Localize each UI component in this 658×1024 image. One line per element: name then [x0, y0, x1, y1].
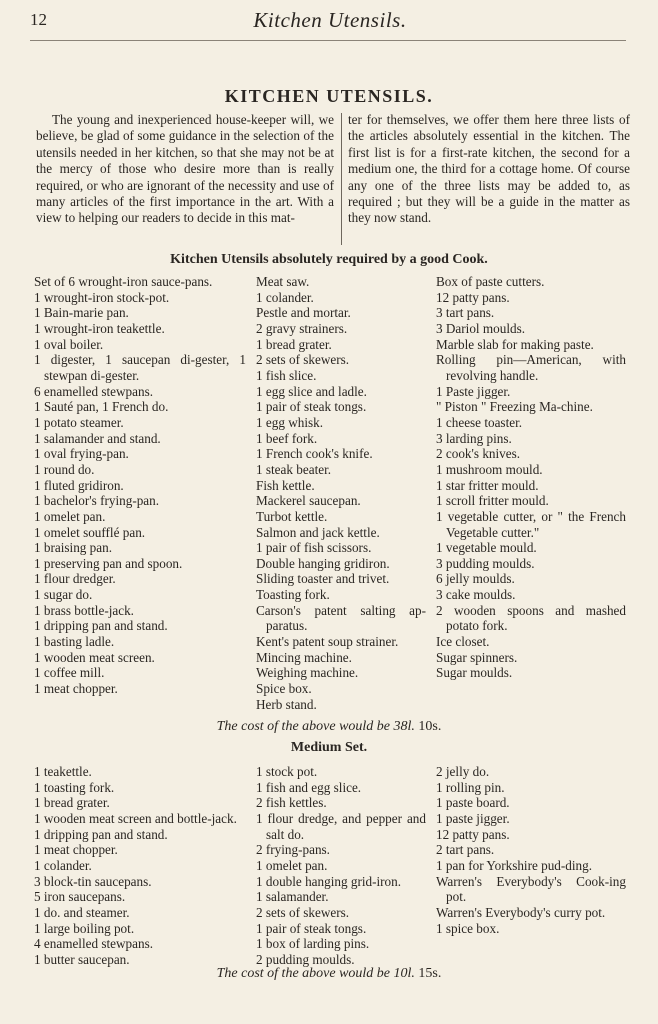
list-item: Marble slab for making paste. — [436, 336, 594, 352]
list-item: 1 flour dredge, and pepper and salt do. — [256, 810, 426, 842]
list-item: 1 fluted gridiron. — [34, 477, 124, 493]
running-title: Kitchen Utensils. — [253, 8, 407, 32]
cost-text: The cost of the above would be 10l. — [216, 966, 415, 981]
intro-right-column: ter for themselves, we offer them here three lists of the articles absolutely essential in the kitchen. The first list is for a first-rate kitchen, the second for a medium one, the third for a cottage home. Of course any one of the three lists may be added to, as required ; but they will be a guide in the matter as they now stand. — [348, 112, 630, 226]
list-item: 1 omelet pan. — [256, 857, 328, 873]
list-item: 6 enamelled stewpans. — [34, 383, 154, 399]
header-rule — [30, 40, 626, 41]
list-item: 1 potato steamer. — [34, 414, 124, 430]
list-item: 1 wooden meat screen. — [34, 649, 155, 665]
list-item: 1 oval frying-pan. — [34, 446, 129, 462]
list-column-3 — [436, 274, 626, 681]
list-item: 1 omelet soufflé pan. — [34, 524, 146, 540]
list-item: 1 Paste jigger. — [436, 383, 511, 399]
list-item: Toasting fork. — [256, 587, 330, 603]
list-item: Sugar spinners. — [436, 649, 518, 665]
list-item: 1 flour dredger. — [34, 571, 116, 587]
list-item: 1 coffee mill. — [34, 665, 105, 681]
list-item: 1 stock pot. — [256, 764, 318, 779]
list-item: Double hanging gridiron. — [256, 555, 390, 571]
list-item: 1 basting ladle. — [34, 634, 115, 650]
list-item: 1 scroll fritter mould. — [436, 493, 549, 509]
list-item: 1 butter saucepan. — [34, 951, 130, 967]
list-item: 3 larding pins. — [436, 430, 512, 446]
list-item: 2 jelly do. — [436, 764, 490, 779]
list-item: 1 paste jigger. — [436, 810, 510, 826]
medium-list-column-1 — [34, 764, 246, 968]
list-item: 1 colander. — [256, 289, 314, 305]
list-item: Set of 6 wrought-iron sauce-pans. — [34, 274, 213, 289]
list-item: 6 jelly moulds. — [436, 571, 515, 587]
list-item: 1 salamander. — [256, 889, 329, 905]
list-item: 3 cake moulds. — [436, 587, 516, 603]
list-item: 1 wooden meat screen and bottle-jack. — [34, 810, 237, 826]
list-item: Mincing machine. — [256, 649, 352, 665]
list-item: Weighing machine. — [256, 665, 359, 681]
list-item: " Piston " Freezing Ma-chine. — [436, 399, 593, 415]
list-item: 2 pudding moulds. — [256, 951, 355, 967]
list-item: 1 pair of fish scissors. — [256, 540, 372, 556]
list-item: 1 vegetable cutter, or " the French Vegetable cutter." — [436, 508, 626, 540]
list-item: 1 Bain-marie pan. — [34, 305, 129, 321]
list-item: 1 round do. — [34, 461, 95, 477]
list-item: Warren's Everybody's Cook-ing pot. — [436, 873, 626, 905]
list-item: Box of paste cutters. — [436, 274, 545, 289]
list-item: Salmon and jack kettle. — [256, 524, 380, 540]
list-item: Carson's patent salting ap-paratus. — [256, 602, 426, 634]
list-item: 1 double hanging grid-iron. — [256, 873, 402, 889]
list-item: Meat saw. — [256, 274, 310, 289]
list-item: 1 pan for Yorkshire pud-ding. — [436, 857, 593, 873]
list-item: 1 pair of steak tongs. — [256, 399, 367, 415]
list-item: 1 fish slice. — [256, 367, 317, 383]
medium-list-column-3 — [436, 764, 626, 936]
list-item: 1 star fritter mould. — [436, 477, 539, 493]
list-item: 1 toasting fork. — [34, 779, 115, 795]
list-item: 3 block-tin saucepans. — [34, 873, 152, 889]
list-item: 3 pudding moulds. — [436, 555, 535, 571]
list-item: 1 spice box. — [436, 920, 500, 936]
list-item: 1 box of larding pins. — [256, 936, 370, 952]
list-item: 2 frying-pans. — [256, 842, 330, 858]
page-number: 12 — [30, 10, 47, 29]
list-column-2 — [256, 274, 426, 712]
list-item: 1 fish and egg slice. — [256, 779, 362, 795]
list-item: 1 bread grater. — [34, 795, 110, 811]
list-item: 1 French cook's knife. — [256, 446, 373, 462]
cost-line-good-cook — [0, 719, 658, 735]
list-item: 1 sugar do. — [34, 587, 93, 603]
list-item: 2 cook's knives. — [436, 446, 521, 462]
list-item: 1 do. and steamer. — [34, 904, 130, 920]
list-item: 1 egg slice and ladle. — [256, 383, 367, 399]
list-item: 2 sets of skewers. — [256, 352, 350, 368]
list-item: 3 Dariol moulds. — [436, 320, 526, 336]
section-heading-medium-set: Medium Set. — [290, 740, 368, 755]
list-item: Fish kettle. — [256, 477, 315, 493]
list-item: 12 patty pans. — [436, 289, 510, 305]
list-item: 1 dripping pan and stand. — [34, 618, 168, 634]
list-item: 1 wrought-iron teakettle. — [34, 320, 165, 336]
list-item: 1 paste board. — [436, 795, 510, 811]
list-column-1 — [34, 274, 246, 697]
list-item: Ice closet. — [436, 634, 490, 650]
list-item: Spice box. — [256, 681, 312, 697]
list-item: 1 colander. — [34, 857, 92, 873]
list-item: Pestle and mortar. — [256, 305, 351, 321]
list-item: Sugar moulds. — [436, 665, 513, 681]
list-item: 1 rolling pin. — [436, 779, 505, 795]
cost-shillings: 10s. — [418, 719, 442, 734]
list-item: Sliding toaster and trivet. — [256, 571, 390, 587]
list-item: 1 salamander and stand. — [34, 430, 161, 446]
list-item: 1 meat chopper. — [34, 681, 118, 697]
list-item: Mackerel saucepan. — [256, 493, 361, 509]
list-item: Rolling pin—American, with revolving handle. — [436, 352, 626, 383]
list-item: Turbot kettle. — [256, 508, 328, 524]
list-item: 1 bachelor's frying-pan. — [34, 493, 160, 509]
list-item: Herb stand. — [256, 696, 317, 712]
list-item: 2 gravy strainers. — [256, 320, 348, 336]
list-item: 1 bread grater. — [256, 336, 332, 352]
medium-list-column-2 — [256, 764, 426, 968]
cost-text: The cost of the above would be 38l. — [216, 719, 415, 734]
list-item: 1 beef fork. — [256, 430, 318, 446]
list-item: 2 fish kettles. — [256, 795, 327, 811]
list-item: 1 Sauté pan, 1 French do. — [34, 399, 169, 415]
list-item: 12 patty pans. — [436, 826, 510, 842]
list-item: 1 cheese toaster. — [436, 414, 523, 430]
list-item: 1 teakettle. — [34, 764, 92, 779]
list-item: Kent's patent soup strainer. — [256, 634, 399, 650]
list-item: 1 wrought-iron stock-pot. — [34, 289, 170, 305]
list-item: 1 mushroom mould. — [436, 461, 543, 477]
list-item: 4 enamelled stewpans. — [34, 936, 154, 952]
list-item: 1 vegetable mould. — [436, 540, 537, 556]
list-item: 5 iron saucepans. — [34, 889, 126, 905]
cost-line-medium-set — [0, 966, 658, 982]
list-item: 1 preserving pan and spoon. — [34, 555, 183, 571]
running-header — [30, 6, 630, 36]
list-item: 2 tart pans. — [436, 842, 495, 858]
list-item: 1 steak beater. — [256, 461, 332, 477]
column-divider — [341, 113, 342, 245]
list-item: 1 pair of steak tongs. — [256, 920, 367, 936]
list-item: 1 meat chopper. — [34, 842, 118, 858]
list-item: 1 egg whisk. — [256, 414, 324, 430]
list-item: 1 oval boiler. — [34, 336, 104, 352]
list-item: 3 tart pans. — [436, 305, 495, 321]
page-title: KITCHEN UTENSILS. — [224, 86, 434, 106]
list-item: 1 brass bottle-jack. — [34, 602, 134, 618]
intro-left-column: The young and inexperienced house-keeper will, we believe, be glad of some guidance in the selection of the utensils needed in her kitchen, so that she may not be at the mercy of those who desire more than is really required, or who are ignorant of the necessity and use of many articles of the first importance in the art. With a view to helping our readers to decide in this mat- — [36, 112, 334, 226]
list-item: 1 dripping pan and stand. — [34, 826, 168, 842]
list-item: Warren's Everybody's curry pot. — [436, 904, 606, 920]
list-item: 1 omelet pan. — [34, 508, 106, 524]
list-item: 1 large boiling pot. — [34, 920, 135, 936]
cost-shillings: 15s. — [418, 966, 442, 981]
list-item: 2 wooden spoons and mashed potato fork. — [436, 602, 626, 634]
list-item: 2 sets of skewers. — [256, 904, 350, 920]
list-item: 1 braising pan. — [34, 540, 113, 556]
list-item: 1 digester, 1 saucepan di-gester, 1 stewpan di-gester. — [34, 352, 246, 383]
section-heading-good-cook: Kitchen Utensils absolutely required by a good Cook. — [170, 252, 488, 267]
